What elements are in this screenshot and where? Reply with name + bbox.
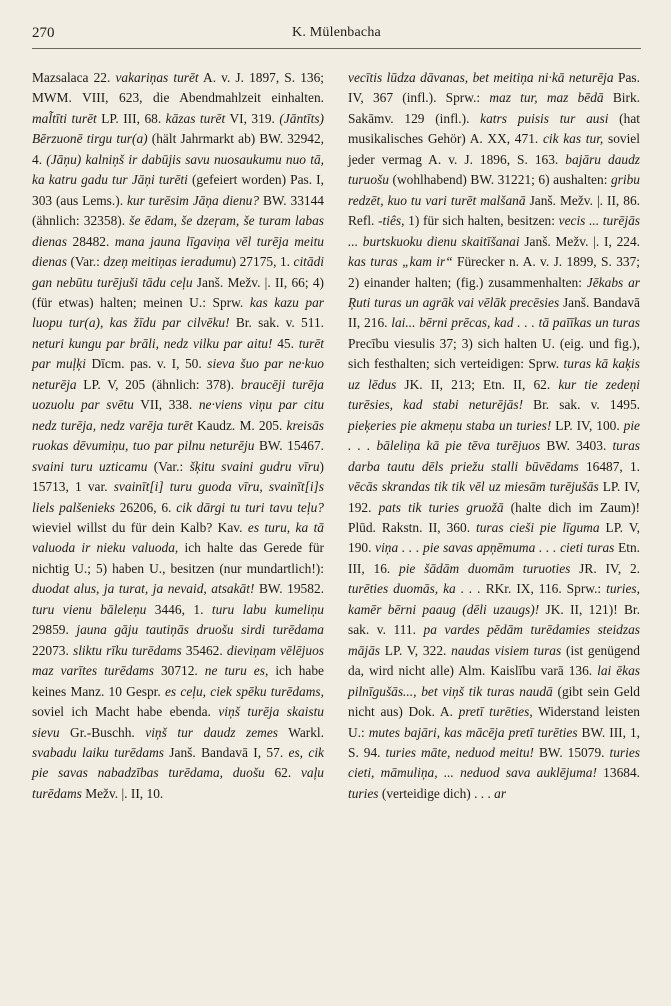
roman-text: (wohlhabend) BW. 31221; 6) aushalten: (388, 172, 611, 188)
roman-text: JR. IV, 2. (570, 560, 641, 576)
page-number: 270 (32, 25, 55, 41)
roman-text: LP. IV, 192. (348, 479, 641, 515)
right-column (348, 68, 640, 804)
roman-text: Warkl. (277, 724, 324, 740)
roman-text: Pas. IV, 367 (infl.). Sprw.: (348, 70, 640, 106)
italic-example: pieķeries pie akmeņu staba un turies! (348, 417, 552, 433)
roman-text: 13684. (596, 765, 640, 781)
italic-example: -tiês, (378, 213, 405, 229)
italic-example: katrs puisis tur ausi (480, 110, 609, 126)
left-column (32, 68, 324, 804)
italic-example: turas darba tautu dēls priežu stalli būvēdams (348, 438, 640, 474)
roman-text: (hält Jahrmarkt ab) BW. 32942, 4. (32, 131, 324, 167)
italic-example: cik dārgi tu turi tavu teļu? (176, 499, 324, 515)
italic-example: svabadu laiku turēdams (32, 744, 164, 760)
roman-text: ich habe keines Manz. 10 Gespr. (32, 663, 324, 699)
italic-example: vēcās skrandas tik tik vēl uz miesām turējušās (348, 479, 599, 495)
italic-example: vakariņas turēt (115, 70, 199, 85)
roman-text: Mežv. |. II, 10. (81, 785, 164, 801)
roman-text: (gibt sein Geld nicht aus) Dok. A. (348, 683, 640, 720)
roman-text: JK. II, 121)! Br. sak. v. 111. (348, 601, 640, 638)
italic-example: kāzas turēt (165, 110, 226, 126)
italic-example: turu vienu bāleleņu (32, 601, 147, 617)
page-header (32, 20, 641, 49)
roman-text: 62. (264, 765, 301, 781)
italic-example: gribu redzēt, kuo tu vari turēt malšanā (348, 172, 640, 208)
italic-example: ne·viens viņu par citu nedz turēja, nedz varēja turēt (32, 397, 325, 433)
italic-example: še ēdam, še dzeŗam, še turam labas dienas (32, 213, 325, 249)
roman-text: Janš. Mežv. |. II, 86. Refl. (348, 192, 640, 229)
italic-example: vecis ... turējās ... burtskuoku dienu skaitīšanai (348, 213, 640, 249)
roman-text: (halte dich im Zaum)! Plūd. Rakstn. II, 360. (348, 499, 640, 535)
roman-text: 22073. (32, 642, 73, 658)
italic-example: es, cik pie savas nabadzības turēdama, duošu (32, 744, 324, 781)
roman-text: LP. V, 322. (380, 642, 452, 658)
italic-example: vecītis lūdza dāvanas, bet meitiņa ni·kā neturēja (348, 70, 614, 85)
italic-example: mana jauna līgaviņa vēl turēja meitu dienas (32, 233, 324, 270)
italic-example: mal̃tīti turēt (32, 110, 97, 126)
roman-text: ) 27175, 1. (231, 254, 294, 270)
roman-text: Widerstand leisten U.: (348, 704, 641, 740)
roman-text: ich halte das Gerede für nichtig U.; 5) haben U., besitzen (nur mundartlich!): (32, 540, 324, 576)
roman-text: BW. 15467. (254, 438, 324, 454)
italic-example: turies cieti, māmuliņa, ... neduod sava auklējuma! (348, 744, 640, 781)
roman-text: BW. 19582. (254, 581, 324, 597)
roman-text: 1) für sich halten, besitzen: (404, 213, 559, 229)
italic-example: jauna gāju tautiņās druošu sirdi turēdama (76, 622, 324, 638)
italic-example: turies māte, neduod meitu! (385, 744, 534, 760)
roman-text: LP. IV, 100. (551, 417, 624, 433)
italic-example: es turu, ka tā valuoda ir nieku valuoda, (32, 519, 325, 556)
roman-text: LP. V, 190. (348, 519, 641, 556)
italic-example: ar (494, 785, 507, 801)
italic-example: (Jāņu) kalniņš ir dabūjis savu nuosaukumu nuo tā, ka katru gadu tur Jāņi turēti (32, 151, 325, 188)
italic-example: naudas visiem turas (451, 642, 562, 658)
roman-text: 16487, 1. (578, 458, 640, 474)
italic-example: viņš turēja skaistu sievu (32, 704, 324, 740)
left-column-text (32, 68, 324, 804)
italic-example: Jēkabs ar Ŗuti turas un agrāk vai vēlāk precēsies (348, 274, 640, 310)
italic-example: vaļu turēdams (32, 765, 325, 801)
roman-text: (gefeiert worden) Pas. I, 303 (aus Lems.). (32, 172, 324, 208)
roman-text: Precību viesulis 37; 3) sich halten U. (eig. und fig.), sich festhalten; sich verteidigen: Sprw. (348, 335, 640, 372)
roman-text: VII, 338. (133, 397, 199, 413)
italic-example: turu labu kumeliņu (211, 601, 324, 617)
italic-example: sieva šuo par ne·kuo neturēja (32, 356, 324, 392)
running-head: K. Mülenbacha (292, 25, 381, 40)
roman-text: VI, 319. (225, 110, 280, 126)
roman-text: (Var.: (66, 254, 104, 270)
italic-example: svainīt[i] turu guoda vīru, svainīt[i]s liels palšenieks (32, 479, 324, 515)
italic-example: dieviņam vēlējuos maz varītes turēdams (32, 642, 324, 679)
roman-text: LP. V, 205 (ähnlich: 378). (76, 376, 241, 392)
roman-text: BW. 15079. (534, 744, 610, 760)
roman-text: 30712. (153, 663, 205, 679)
roman-text: Janš. Mežv. |. I, 224. (519, 233, 640, 249)
roman-text: BW. 33144 (ähnlich: 32358). (32, 192, 324, 229)
italic-example: kur turēsim Jāņa dienu? (126, 192, 260, 208)
roman-text: RKr. IX, 116. Sprw.: (480, 581, 607, 597)
roman-text: Kaudz. M. 205. (192, 417, 287, 433)
roman-text: Janš. Bandavā I, 57. (163, 744, 289, 760)
italic-example: pie šādām duomām turuoties (399, 560, 571, 576)
italic-example: turas cieši pie līguma (476, 519, 600, 535)
italic-example: mutes bajāri, kas mācēja pretī turēties (368, 724, 578, 740)
roman-text: Etn. III, 16. (348, 540, 641, 576)
roman-text: (hat musikalisches Gehör) A. XX, 471. (348, 110, 640, 147)
roman-text: (Var.: (147, 458, 190, 474)
italic-example: turies (348, 785, 379, 801)
roman-text: 26206, 6. (114, 499, 177, 515)
roman-text: soviel jeder vermag A. v. J. 1896, S. 163. (348, 131, 640, 167)
italic-example: lai... bērni prēcas, kad . . . tā paīīkas un turas (391, 315, 640, 331)
italic-example: ne turu es, (204, 663, 269, 679)
italic-example: es ceļu, ciek spēku turēdams, (164, 683, 324, 699)
italic-example: kas turas „kam ir“ (348, 254, 453, 270)
roman-text: Janš. Bandavā II, 216. (348, 294, 640, 331)
italic-example: neturi kungu par brāli, nedz vilku par aitu! (32, 335, 273, 351)
roman-text: Br. sak. v. 511. (229, 315, 324, 331)
roman-text: Janš. Mežv. |. II, 66; 4) (für etwas) halten; meinen U.: Sprw. (32, 274, 324, 310)
italic-example: šķitu svaini gudru vīru (189, 458, 320, 474)
italic-example: pie . . . bāleliņa kā pie tēva turējuos (348, 417, 640, 454)
italic-example: turēt par muļķi (32, 335, 324, 372)
italic-example: braucēji turēja uozuolu par svētu (32, 376, 324, 413)
roman-text: LP. III, 68. (96, 110, 166, 126)
roman-text: 29859. (32, 622, 77, 638)
italic-example: svaini turu uzticamu (32, 458, 148, 474)
italic-example: kreisās ruokas dēvumiņu, tuo par pilnu neturēju (32, 417, 324, 454)
roman-text: 28482. (66, 233, 115, 249)
italic-example: sliktu rīku turēdams (72, 642, 182, 658)
italic-example: turas kā kaķis uz lēdus (348, 356, 640, 392)
roman-text: Br. sak. v. 1495. (523, 397, 641, 413)
roman-text: Dīcm. pas. v. I, 50. (85, 356, 208, 372)
italic-example: cik kas tur, (542, 131, 604, 147)
roman-text: JK. II, 213; Etn. II, 62. (396, 376, 559, 392)
roman-text: ) 15713, 1 var. (32, 458, 325, 495)
roman-text: wieviel willst du für dein Kalb? Kav. (32, 519, 248, 535)
italic-example: bajāru daudz turuošu (348, 151, 640, 188)
italic-example: turies, kamēr bērni paaug (dēli uzaugs)! (348, 581, 640, 617)
italic-example: (Jāntīts) Bērzuonē tirgu tur(a) (32, 110, 324, 147)
roman-text: Gr.-Buschh. (59, 724, 146, 740)
italic-example: kur tie zedeņi turēsies, kad stabi neturējās! (348, 376, 640, 413)
roman-text: BW. III, 1, S. 94. (348, 724, 640, 760)
roman-text: 45. (272, 335, 299, 351)
italic-example: lai ēkas pilnīgušās..., bet viņš tik turas naudā (348, 663, 641, 699)
italic-example: citādi gan nebūtu turējuši tādu ceļu (32, 254, 324, 290)
roman-text: A. v. J. 1897, S. 136; MWM. VIII, 623, die Abendmahlzeit einhalten. (32, 70, 325, 106)
roman-text: (verteidige dich) . . . (378, 785, 495, 801)
roman-text: Birk. Sakāmv. 129 (infl.). (348, 90, 640, 126)
roman-text: 35462. (181, 642, 227, 658)
italic-example: viņš tur daudz zemes (145, 724, 278, 740)
italic-example: pretī turēties, (458, 704, 533, 720)
roman-text: Fürecker n. A. v. J. 1899, S. 337; 2) einander halten; (fig.) zusammenhalten: (348, 254, 640, 290)
italic-example: turēties duomās, ka . . . (348, 581, 481, 597)
italic-example: maz tur, maz bēdā (489, 90, 604, 106)
italic-example: dzeņ meitiņas ieradumu (103, 254, 232, 270)
right-column-text (348, 68, 640, 804)
italic-example: pats tik turies gruožā (378, 499, 504, 515)
roman-text: BW. 3403. (540, 438, 613, 454)
italic-example: viņa . . . pie savas apņēmuma . . . cieti turas (375, 540, 615, 556)
roman-text: 3446, 1. (146, 601, 212, 617)
italic-example: kas kazu par luopu tur(a), kas žīdu par cilvēku! (32, 294, 324, 331)
roman-text: Mazsalaca 22. (32, 70, 116, 85)
italic-example: pa vardes pēdām turēdamies steidzas mājās (348, 622, 640, 658)
roman-text: soviel ich Macht habe ebenda. (32, 704, 219, 720)
roman-text: (ist genügend da, wird nicht alle) Alm. Kaislību varā 136. (348, 642, 640, 679)
italic-example: duodat alus, ja turat, ja nevaid, atsakāt! (32, 581, 255, 597)
